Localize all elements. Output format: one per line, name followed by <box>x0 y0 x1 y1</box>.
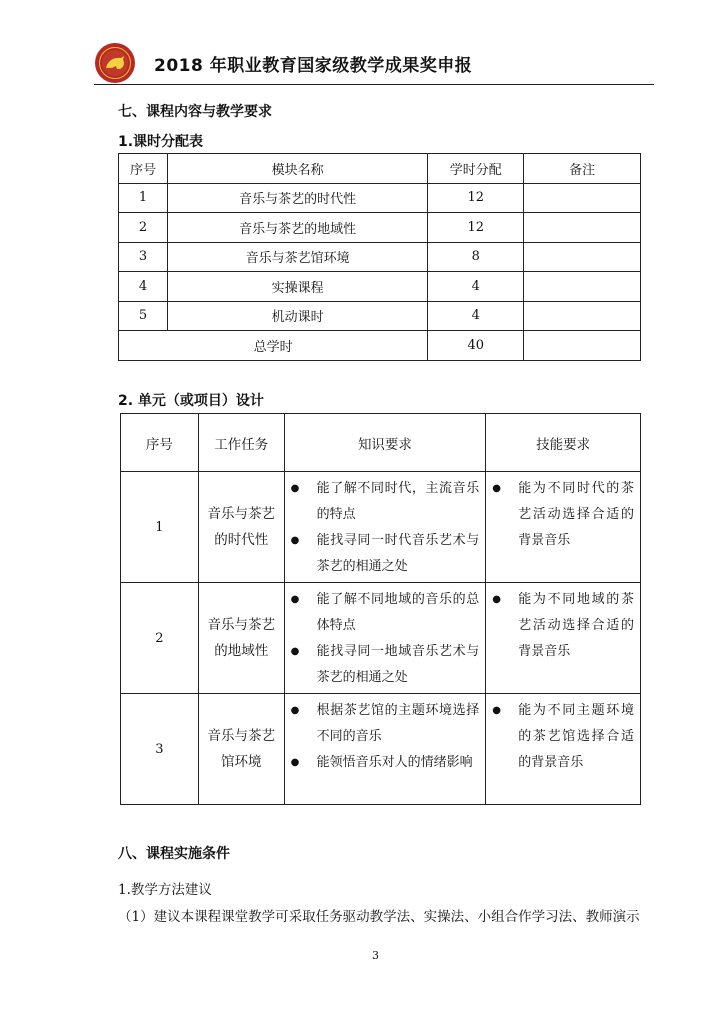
cell <box>524 272 641 302</box>
task-line: 音乐与茶艺 <box>207 617 275 633</box>
bullet-icon: ● <box>290 757 300 768</box>
skill-item <box>492 698 634 776</box>
bullet-icon: ● <box>290 705 300 716</box>
section8-sub1: 1.教学方法建议 <box>118 882 212 898</box>
section7-sub2: 2. 单元（或项目）设计 <box>118 393 264 409</box>
knowledge-text: 能了解不同时代，主流音乐的特点 <box>316 481 480 522</box>
total-label: 总学时 <box>119 331 428 361</box>
row-number: 2 <box>121 583 199 694</box>
knowledge-text: 能了解不同地域的音乐的总体特点 <box>316 592 480 633</box>
skill-item <box>492 476 634 554</box>
cell: 12 <box>428 183 524 213</box>
table-header-row <box>121 414 641 472</box>
task-line: 的地域性 <box>214 643 269 659</box>
skill-text: 能为不同时代的茶艺活动选择合适的背景音乐 <box>518 481 634 548</box>
cell: 4 <box>428 272 524 302</box>
skill-cell <box>486 472 641 583</box>
task-cell <box>198 694 284 805</box>
row-number: 3 <box>121 694 199 805</box>
cell <box>524 301 641 331</box>
page-number: 3 <box>372 949 379 962</box>
col-header: 技能要求 <box>486 414 641 472</box>
task-line: 音乐与茶艺 <box>207 728 275 744</box>
table-row <box>119 242 641 272</box>
total-value: 40 <box>428 331 524 361</box>
knowledge-item <box>291 587 480 639</box>
task-line: 馆环境 <box>220 754 262 770</box>
school-logo-icon <box>94 42 136 84</box>
cell: 机动课时 <box>167 301 427 331</box>
bullet-icon: ● <box>290 646 300 657</box>
cell <box>524 213 641 243</box>
section8-para1: （1）建议本课程课堂教学可采取任务驱动教学法、实操法、小组合作学习法、教师演示 <box>118 909 640 925</box>
cell: 3 <box>119 242 168 272</box>
row-number: 1 <box>121 472 199 583</box>
knowledge-text: 能领悟音乐对人的情绪影响 <box>316 755 473 770</box>
table-row <box>121 472 641 583</box>
cell: 音乐与茶艺馆环境 <box>167 242 427 272</box>
section7-sub1: 1.课时分配表 <box>118 134 204 150</box>
knowledge-item <box>291 528 480 580</box>
col-header: 工作任务 <box>198 414 284 472</box>
knowledge-item <box>291 476 480 528</box>
table-row <box>121 583 641 694</box>
cell: 4 <box>119 272 168 302</box>
bullet-icon: ● <box>290 594 300 605</box>
knowledge-cell <box>284 694 486 805</box>
task-cell <box>198 472 284 583</box>
knowledge-text: 根据茶艺馆的主题环境选择不同的音乐 <box>316 703 480 744</box>
cell: 12 <box>428 213 524 243</box>
bullet-icon: ● <box>290 535 300 546</box>
col-header: 模块名称 <box>167 154 427 184</box>
task-cell <box>198 583 284 694</box>
cell: 5 <box>119 301 168 331</box>
cell: 实操课程 <box>167 272 427 302</box>
cell: 8 <box>428 242 524 272</box>
cell: 音乐与茶艺的时代性 <box>167 183 427 213</box>
cell <box>524 183 641 213</box>
col-header: 序号 <box>121 414 199 472</box>
col-header: 备注 <box>524 154 641 184</box>
knowledge-text: 能找寻同一地域音乐艺术与茶艺的相通之处 <box>316 644 480 685</box>
skill-text: 能为不同主题环境的茶艺馆选择合适的背景音乐 <box>518 703 634 770</box>
skill-item <box>492 587 634 665</box>
cell: 1 <box>119 183 168 213</box>
table-row <box>119 213 641 243</box>
header-rule <box>94 84 654 85</box>
skill-cell <box>486 694 641 805</box>
cell: 音乐与茶艺的地域性 <box>167 213 427 243</box>
table-row <box>119 272 641 302</box>
cell <box>524 242 641 272</box>
knowledge-cell <box>284 583 486 694</box>
unit-design-table <box>120 413 641 805</box>
knowledge-cell <box>284 472 486 583</box>
table-row <box>119 183 641 213</box>
total-row <box>119 331 641 361</box>
table-header-row <box>119 154 641 184</box>
page-header <box>94 42 654 84</box>
col-header: 序号 <box>119 154 168 184</box>
bullet-icon: ● <box>492 483 501 494</box>
skill-text: 能为不同地域的茶艺活动选择合适的背景音乐 <box>518 592 634 659</box>
cell: 2 <box>119 213 168 243</box>
col-header: 学时分配 <box>428 154 524 184</box>
bullet-icon: ● <box>492 594 501 605</box>
knowledge-item <box>291 698 480 750</box>
knowledge-item <box>291 639 480 691</box>
hours-table <box>118 153 641 361</box>
col-header: 知识要求 <box>284 414 486 472</box>
skill-cell <box>486 583 641 694</box>
cell: 4 <box>428 301 524 331</box>
task-line: 的时代性 <box>214 532 269 548</box>
bullet-icon: ● <box>492 705 501 716</box>
knowledge-text: 能找寻同一时代音乐艺术与茶艺的相通之处 <box>316 533 480 574</box>
bullet-icon: ● <box>290 483 300 494</box>
task-line: 音乐与茶艺 <box>207 506 275 522</box>
table-row <box>121 694 641 805</box>
section8-title: 八、课程实施条件 <box>118 846 230 862</box>
knowledge-item <box>291 750 480 776</box>
section7-title: 七、课程内容与教学要求 <box>118 104 272 120</box>
cell <box>524 331 641 361</box>
table-row <box>119 301 641 331</box>
header-title: 2018 年职业教育国家级教学成果奖申报 <box>154 56 473 76</box>
